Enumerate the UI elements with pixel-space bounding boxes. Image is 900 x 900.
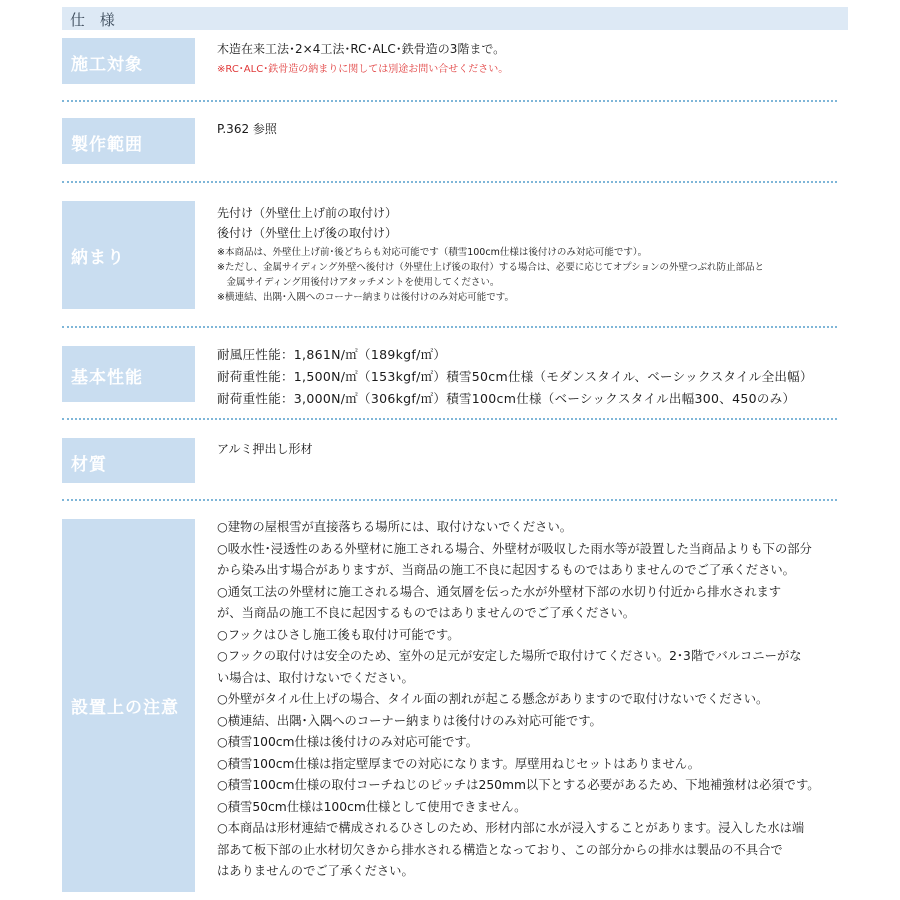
- content-range: [217, 120, 277, 137]
- target-note: ※RC･ALC･鉄骨造の納まりに関しては別途お問い合せください。: [217, 64, 509, 75]
- divider: [62, 326, 837, 328]
- fitting-line-2: 後付け（外壁仕上げ後の取付け）: [217, 226, 398, 240]
- label-caution: [62, 519, 195, 892]
- fitting-note-1: ※本商品は、外壁仕上げ前･後どちらも対応可能です（積雪100cm仕様は後付けのみ対応可能です）。: [217, 247, 648, 258]
- caution-line: 部あて板下部の止水材切欠きから排水される構造となっており、この部分からの排水は製品の不具合で: [217, 842, 783, 857]
- content-material: [217, 440, 313, 457]
- caution-line: ○フックはひさし施工後も取付け可能です。: [217, 627, 460, 642]
- divider: [62, 499, 837, 501]
- label-range-text: 製作範囲: [71, 135, 143, 155]
- caution-line: はありませんのでご了承ください。: [217, 864, 414, 878]
- caution-line: ○吸水性･浸透性のある外壁材に施工される場合、外壁材が吸収した雨水等が設置した当商品よりも下の部分: [217, 541, 812, 556]
- label-material: [62, 438, 195, 483]
- caution-line: ○積雪100cm仕様の取付コーチねじのピッチは250mm以下とする必要があるため、下地補強材は必須です。: [217, 778, 820, 792]
- label-fitting-text: 納まり: [71, 248, 125, 268]
- spec-header: [62, 7, 848, 30]
- label-material-text: 材質: [71, 455, 107, 475]
- caution-line: から染み出す場合がありますが、当商品の施工不良に起因するものではありませんのでご了承ください。: [217, 563, 795, 577]
- fitting-note-2: ※ただし、金属サイディング外壁へ後付け（外壁仕上げ後の取付）する場合は、必要に応じてオプションの外壁つぶれ防止部品と: [217, 262, 764, 273]
- divider: [62, 181, 837, 183]
- fitting-note-3: 金属サイディング用後付けアタッチメントを使用してください。: [217, 277, 500, 288]
- content-fitting: [217, 204, 764, 304]
- content-performance: [217, 344, 813, 410]
- label-target-text: 施工対象: [71, 55, 143, 75]
- caution-line: が、当商品の施工不良に起因するものではありませんのでご了承ください。: [217, 606, 636, 620]
- content-target: [217, 40, 508, 75]
- caution-line: ○積雪100cm仕様は後付けのみ対応可能です。: [217, 735, 479, 749]
- caution-line: ○フックの取付けは安全のため、室外の足元が安定した場所で取付けてください。2･3階でバルコニーがな: [217, 649, 802, 663]
- performance-line-1: 耐風圧性能：1,861N/㎡（189kgf/㎡）: [217, 347, 447, 362]
- caution-line: ○建物の屋根雪が直接落ちる場所には、取付けないでください。: [217, 520, 573, 534]
- label-caution-text: 設置上の注意: [71, 698, 179, 718]
- spec-header-title: 仕 様: [70, 11, 120, 29]
- divider: [62, 100, 837, 102]
- range-line-1: P.362 参照: [217, 122, 277, 136]
- caution-line: ○横連結、出隅･入隅へのコーナー納まりは後付けのみ対応可能です。: [217, 713, 602, 728]
- performance-line-3: 耐荷重性能：3,000N/㎡（306kgf/㎡）積雪100cm仕様（ベーシックスタイル出幅300、450のみ）: [217, 391, 796, 406]
- material-line-1: アルミ押出し形材: [217, 442, 313, 456]
- label-performance: [62, 346, 195, 402]
- caution-line: ○積雪100cm仕様は指定壁厚までの対応になります。厚壁用ねじセットはありません。: [217, 756, 701, 771]
- target-line-1: 木造在来工法･2×4工法･RC･ALC･鉄骨造の3階まで。: [217, 42, 506, 56]
- label-target: [62, 38, 195, 84]
- caution-line: ○外壁がタイル仕上げの場合、タイル面の割れが起こる懸念がありますので取付けないでください。: [217, 692, 769, 706]
- label-range: [62, 118, 195, 164]
- caution-line: ○積雪50cm仕様は100cm仕様として使用できません。: [217, 799, 527, 814]
- caution-line: い場合は、取付けないでください。: [217, 670, 414, 685]
- performance-line-2: 耐荷重性能：1,500N/㎡（153kgf/㎡）積雪50cm仕様（モダンスタイル、ベーシックスタイル全出幅）: [217, 369, 813, 384]
- caution-line: ○通気工法の外壁材に施工される場合、通気層を伝った水が外壁材下部の水切り付近から排水されます: [217, 584, 782, 599]
- label-performance-text: 基本性能: [71, 368, 143, 388]
- caution-line: ○本商品は形材連結で構成されるひさしのため、形材内部に水が浸入することがあります。浸入した水は端: [217, 821, 805, 835]
- divider: [62, 418, 837, 420]
- content-caution: [217, 517, 820, 883]
- fitting-line-1: 先付け（外壁仕上げ前の取付け）: [217, 206, 398, 220]
- fitting-note-4: ※横連結、出隅･入隅へのコーナー納まりは後付けのみ対応可能です。: [217, 292, 514, 303]
- label-fitting: [62, 201, 195, 309]
